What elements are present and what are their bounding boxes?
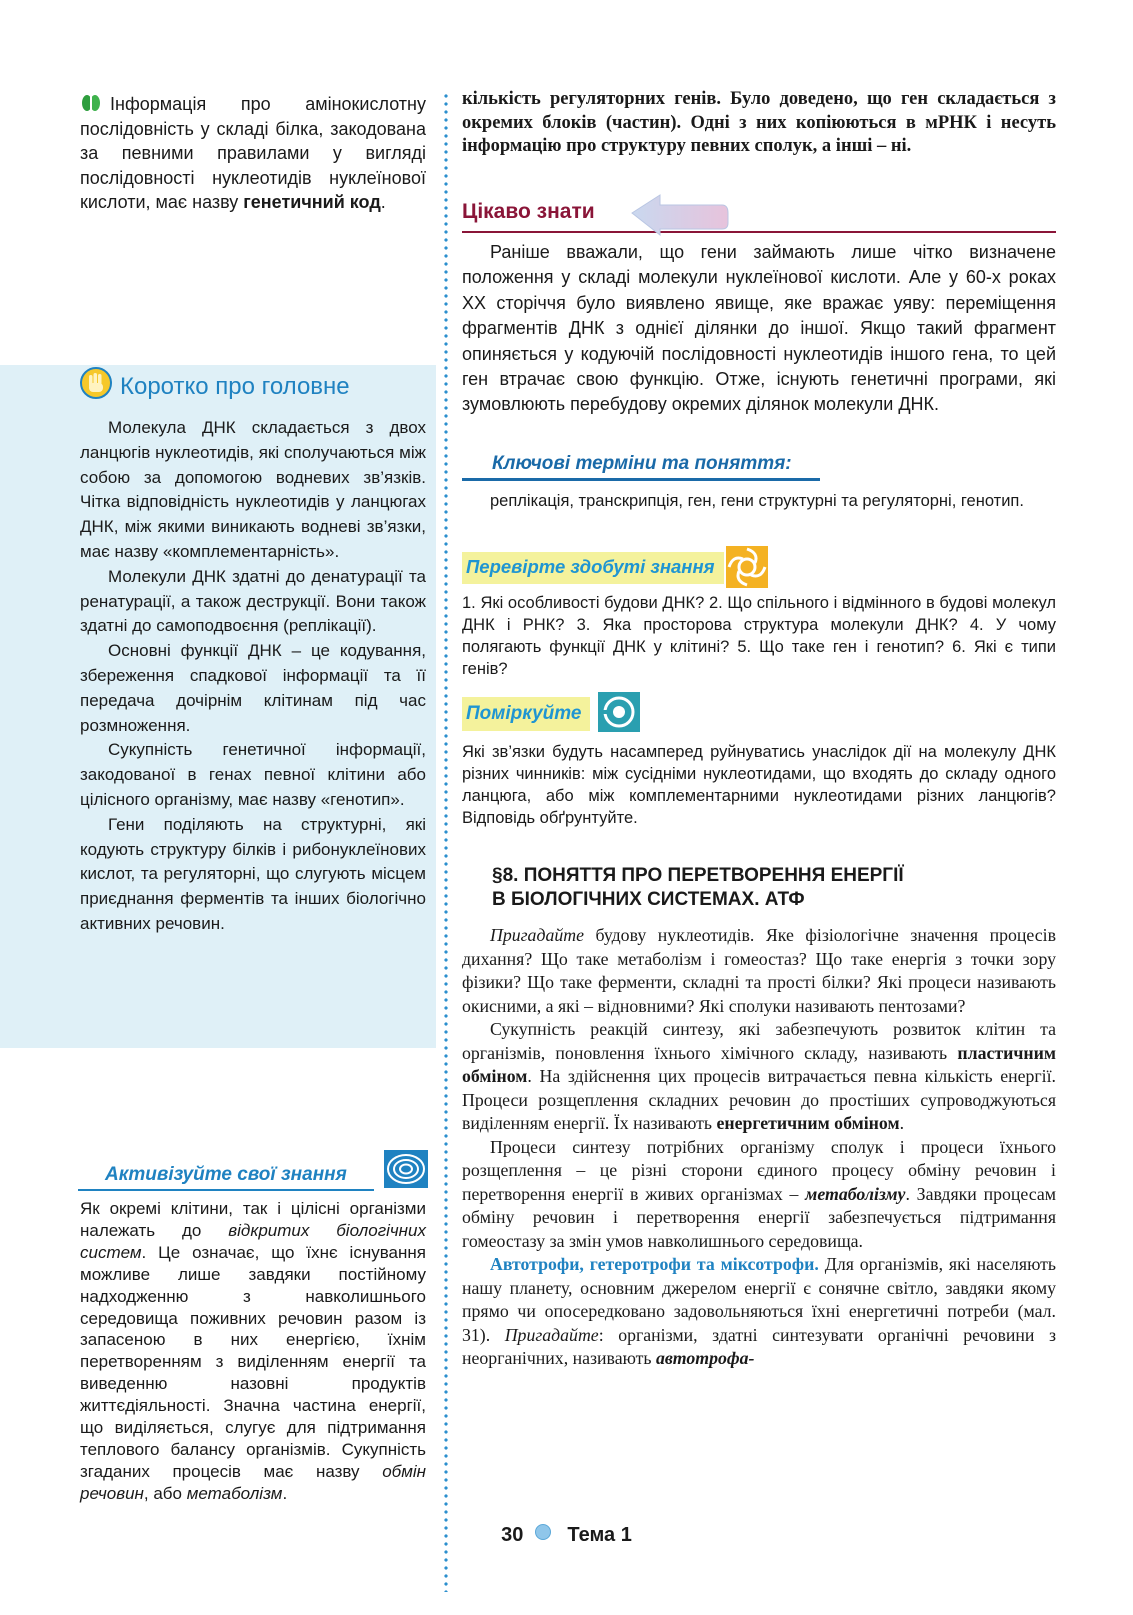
body-paragraph	[462, 1136, 1056, 1254]
intro-end: .	[380, 192, 386, 212]
interesting-rule	[462, 231, 1056, 233]
continued-text: кількість регуляторних генів. Було доведено, що ген складається з окремих блоків (частин). Одні з них копіюються в мРНК і несуть інформацію про структуру певних сполук, а інші – ні.	[462, 89, 1056, 156]
check-title: Перевірте здобуті знання	[466, 556, 715, 577]
activate-text: . Це означає, що їхнє існування можливе лише завдяки постійному надходженню з навколишнього середовища поживних речовин разом із запасеною в них енергією, їхнім перетворенням з виділенням енергії та виведенню назовні продуктів життєдіяльності. Значна частина енергії, що виділяється, слугує для підтримання теплового балансу організмів. Сукупність згаданих процесів має назву	[80, 1242, 426, 1481]
recall-text: будову нуклеотидів. Яке фізіологічне значення процесів дихання? Що таке метаболізм і гомеостаз? Що таке енергія з точки зору фізики? Що таке ферменти, складні та прості білки? Які процеси називають окисними, а які – відновними? Які сполуки називають пентозами?	[462, 925, 1056, 1016]
summary-title: Коротко про головне	[120, 373, 350, 400]
activate-text: Як окремі клітини, так і цілісні організми належать до	[80, 1199, 426, 1240]
footer-dot-icon	[535, 1524, 551, 1540]
term-bold-italic: метаболізму	[805, 1183, 906, 1204]
interesting-body	[462, 240, 1056, 418]
body-text: .	[899, 1113, 905, 1133]
intro-text: Інформація про амінокислотну послідовність у складі білка, закодована за певними правилами у вигляді послідовності нуклеотидів нуклеїнової кислоти, має назву	[80, 94, 426, 212]
body-paragraph	[462, 1253, 1056, 1371]
ripple-icon	[384, 1150, 428, 1188]
intro-term: генетичний код	[243, 192, 381, 212]
activate-text: , або	[143, 1483, 187, 1503]
body-text: . На здійснення цих процесів витрачається певна кількість енергії. Процеси розщеплення складних речовин до простіших супроводжуються виділенням енергії. Їх називають	[462, 1066, 1056, 1133]
section-heading-line: В БІОЛОГІЧНИХ СИСТЕМАХ. АТФ	[492, 888, 805, 910]
summary-paragraph: Основні функції ДНК – це кодування, збереження спадкової інформації та її передача дочірнім клітинам під час розмноження.	[80, 641, 426, 735]
term-bold: енергетичним обміном	[716, 1113, 900, 1133]
page-number: 30	[501, 1524, 524, 1546]
activate-rule	[78, 1189, 374, 1191]
intro-definition	[80, 92, 426, 215]
think-title: Поміркуйте	[466, 703, 582, 724]
activate-title: Активізуйте свої знання	[105, 1164, 347, 1185]
activate-term: обмін речовин	[80, 1461, 426, 1503]
think-question: Які зв’язки будуть насамперед руйнуватись унаслідок дії на молекулу ДНК різних чинників: між сусідніми нуклеотидами, що входять до складу одного ланцюга, або між комплементарними нуклеотидами різних ланцюгів? Відповідь обґрунтуйте.	[462, 743, 1056, 827]
eye-icon	[598, 692, 640, 732]
section-heading-line: §8. ПОНЯТТЯ ПРО ПЕРЕТВОРЕННЯ ЕНЕРГІЇ	[492, 865, 904, 886]
body-text: Процеси синтезу потрібних організму сполук і процеси їхнього розщеплення – це різні сторони єдиного процесу обміну речовин і перетворення енергії в живих організмах –	[462, 1136, 1056, 1204]
subheading-inline: Автотрофи, гетеротрофи та міксотрофи.	[490, 1254, 819, 1274]
key-terms-rule	[462, 478, 820, 481]
term-bold: пластичним обміном	[462, 1042, 1056, 1086]
activate-term: відкритих біологічних систем	[80, 1220, 426, 1262]
swirl-icon	[726, 546, 768, 588]
term-bold-italic: автотрофа-	[655, 1348, 755, 1368]
interesting-text: Раніше вважали, що гени займають лише чітко визначене положення у складі молекули нуклеїнової кислоти. Але у 60-х роках XX сторіччя було виявлено явище, яке вражає уяву: переміщення фрагментів ДНК з однієї ділянки до іншої. Якщо такий фрагмент опиняється у кодуючій послідовності нуклеотидів іншого гена, то цей ген втрачає свою функцію. Отже, існують генетичні програми, які зумовлюють перебудову окремих ділянок молекули ДНК.	[462, 242, 1056, 415]
activate-body	[80, 1198, 426, 1505]
activate-term: метаболізм	[186, 1483, 283, 1503]
section-heading	[492, 864, 904, 911]
section-body	[462, 924, 1056, 1371]
body-text: Сукупність реакцій синтезу, які забезпечують розвиток клітин та організмів, поновлення їхнього хімічного складу, називають	[462, 1019, 1056, 1063]
recall-prompt: Пригадайте	[504, 1324, 599, 1345]
column-separator	[444, 92, 448, 1592]
recall-paragraph	[462, 924, 1056, 1018]
summary-paragraph: Гени поділяють на структурні, які кодують структуру білків і рибонуклеїнових кислот, та регуляторні, що слугують місцем приєднання ферментів та інших біологічно активних речовин.	[80, 814, 426, 933]
check-questions: 1. Які особливості будови ДНК? 2. Що спільного і відмінного в будові молекул ДНК і РНК? 3. Яка просторова структура молекули ДНК? 4. У чому полягають функції ДНК у клітині? 5. Що таке ген і генотип? 6. Які є типи генів?	[462, 594, 1056, 678]
page-footer	[0, 1524, 1133, 1547]
summary-paragraph: Сукупність генетичної інформації, закодованої в генах певної клітини або цілісного організму, має назву «генотип».	[80, 740, 426, 809]
body-text: Для організмів, які населяють нашу планету, основним джерелом енергії є сонячне світло, завдяки якому прямо чи опосередковано задовольняються їхні енергетичні потреби (мал. 31).	[462, 1254, 1056, 1345]
key-terms-text: реплікація, транскрипція, ген, гени структурні та регуляторні, генотип.	[490, 492, 1024, 510]
key-terms-title: Ключові терміни та поняття:	[492, 453, 792, 474]
topic-label: Тема 1	[567, 1524, 632, 1546]
summary-paragraph: Молекула ДНК складається з двох ланцюгів нуклеотидів, які сполучаються між собою за допомогою водневих зв’язків. Чітка відповідність нуклеотидів у ланцюгах ДНК, між якими виникають водневі зв’язки, має назву «комплементарність».	[80, 418, 426, 561]
key-terms-body	[462, 490, 1056, 512]
summary-body	[80, 416, 426, 937]
interesting-title: Цікаво знати	[462, 200, 595, 223]
activate-text: .	[282, 1483, 288, 1503]
body-text: : організми, здатні синтезувати органічні речовини з неорганічних, називають	[462, 1324, 1056, 1368]
green-leaf-icon	[80, 94, 102, 112]
arrow-icon	[630, 193, 730, 239]
body-paragraph	[462, 1018, 1056, 1136]
summary-paragraph: Молекули ДНК здатні до денатурації та ренатурації, а також деструкції. Вони також здатні до самоподвоєння (реплікації).	[80, 566, 426, 636]
body-text: . Завдяки процесам обміну речовин і перетворення енергії забезпечується підтримання гомеостазу за змін умов навколишнього середовища.	[462, 1183, 1056, 1251]
hand-icon	[80, 367, 112, 399]
recall-prompt: Пригадайте	[490, 925, 584, 945]
